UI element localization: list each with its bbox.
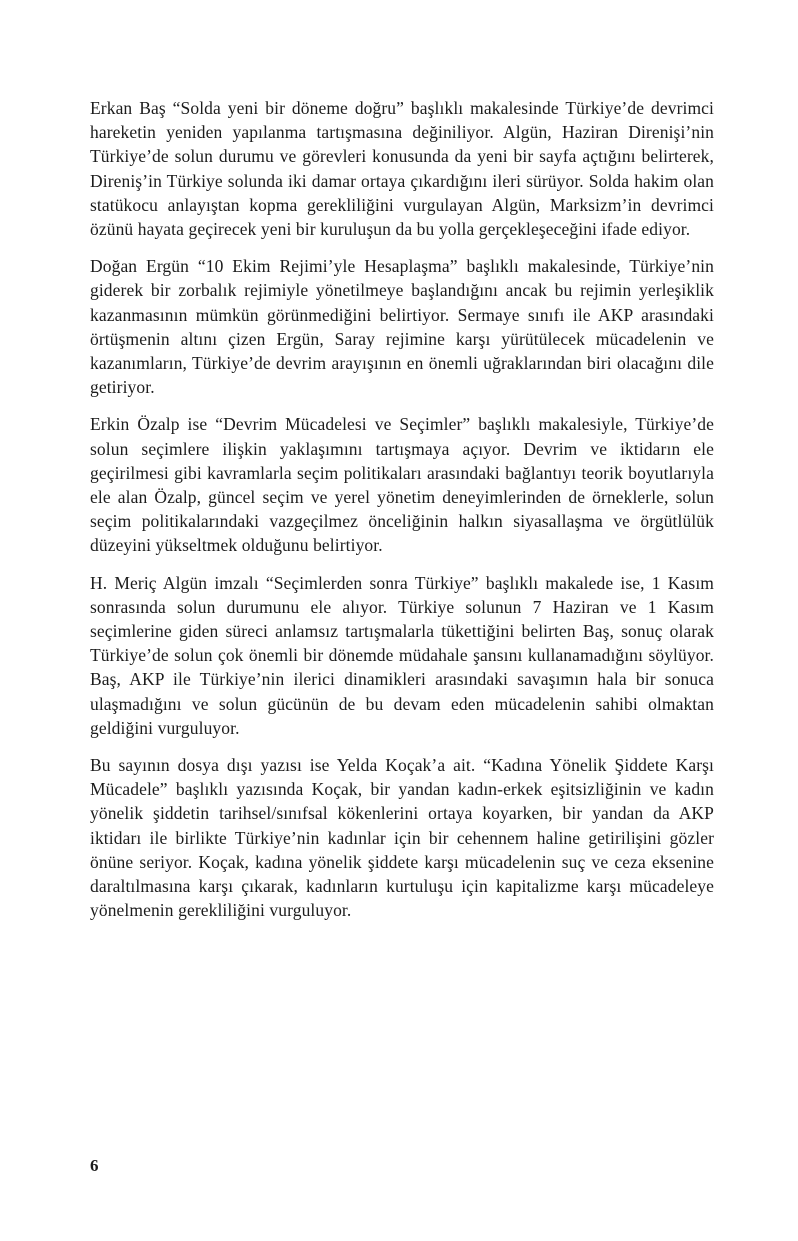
page-number: 6 <box>90 1156 99 1175</box>
paragraph-meric-algun: H. Meriç Algün imzalı “Seçimlerden sonra Türkiye” başlıklı makalede ise, 1 Kasım sonrasında solun durumunu ele alıyor. Türkiye solunun 7 Haziran ve 1 Kasım seçimlerine giden süreci anlamsız tartışmalarla tükettiğini belirten Baş, sonuç olarak Türkiye’de solun çok önemli bir dönemde müdahale şansını kullanamadığını söylüyor. Baş, AKP ile Türkiye’nin ilerici dinamikleri arasındaki savaşımın hala bir sonuca ulaşmadığını ve solun gücünün de bu devam eden mücadelenin sahibi olmaktan geldiğini vurguluyor. <box>90 572 714 738</box>
body-text <box>90 96 714 923</box>
paragraph-yelda-kocak: Bu sayının dosya dışı yazısı ise Yelda Koçak’a ait. “Kadına Yönelik Şiddete Karşı Mücadele” başlıklı yazısında Koçak, bir yandan kadın-erkek eşitsizliğinin ve kadın yönelik şiddetin tarihsel/sınıfsal kökenlerini ortaya koyarken, bir yandan da AKP iktidarı ile birlikte Türkiye’nin kadınlar için bir cehennem haline getirilişini gözler önüne seriyor. Koçak, kadına yönelik şiddete karşı mücadelenin suç ve ceza eksenine daraltılmasına karşı çıkarak, kadınların kurtuluşu için kapitalizme karşı mücadeleye yönelmenin gerekliliğini vurguluyor. <box>90 755 714 921</box>
paragraph-erkan-bas: Erkan Baş “Solda yeni bir döneme doğru” başlıklı makalesinde Türkiye’de devrimci hareketin yeniden yapılanma tartışmasına değiniliyor. Algün, Haziran Direnişi’nin Türkiye’de solun durumu ve görevleri konusunda da yeni bir sayfa açtığını belirterek, Direniş’in Türkiye solunda iki damar ortaya çıkardığını ileri sürüyor. Solda hakim olan statükocu anlayıştan kopma gerekliliğini vurgulayan Algün, Marksizm’in devrimci özünü hayata geçirecek yeni bir kuruluşun da bu yolla gerçekleşeceğini ifade ediyor. <box>90 98 714 240</box>
paragraph-dogan-ergun: Doğan Ergün “10 Ekim Rejimi’yle Hesaplaşma” başlıklı makalesinde, Türkiye’nin giderek bir zorbalık rejimiyle yönetilmeye başlandığını ancak bu rejimin yerleşiklik kazanmasının mümkün görünmediğini belirtiyor. Sermaye sınıfı ile AKP arasındaki örtüşmenin altını çizen Ergün, Saray rejimine karşı yürütülecek mücadelenin ve kazanımların, Türkiye’de devrim arayışının en önemli uğraklarından biri olacağını dile getiriyor. <box>90 256 714 398</box>
paragraph-erkin-ozalp: Erkin Özalp ise “Devrim Mücadelesi ve Seçimler” başlıklı makalesiyle, Türkiye’de solun seçimlere ilişkin yaklaşımını tartışmaya açıyor. Devrim ve iktidarın ele geçirilmesi gibi kavramlarla seçim politikaları arasındaki bağlantıyı teorik boyutlarıyla ele alan Özalp, güncel seçim ve yerel yönetim deneyimlerinden de örneklerle, solun seçim politikalarındaki vazgeçilmez önceliğinin halkın siyasallaşma ve örgütlülük düzeyini yükseltmek olduğunu belirtiyor. <box>90 414 714 556</box>
